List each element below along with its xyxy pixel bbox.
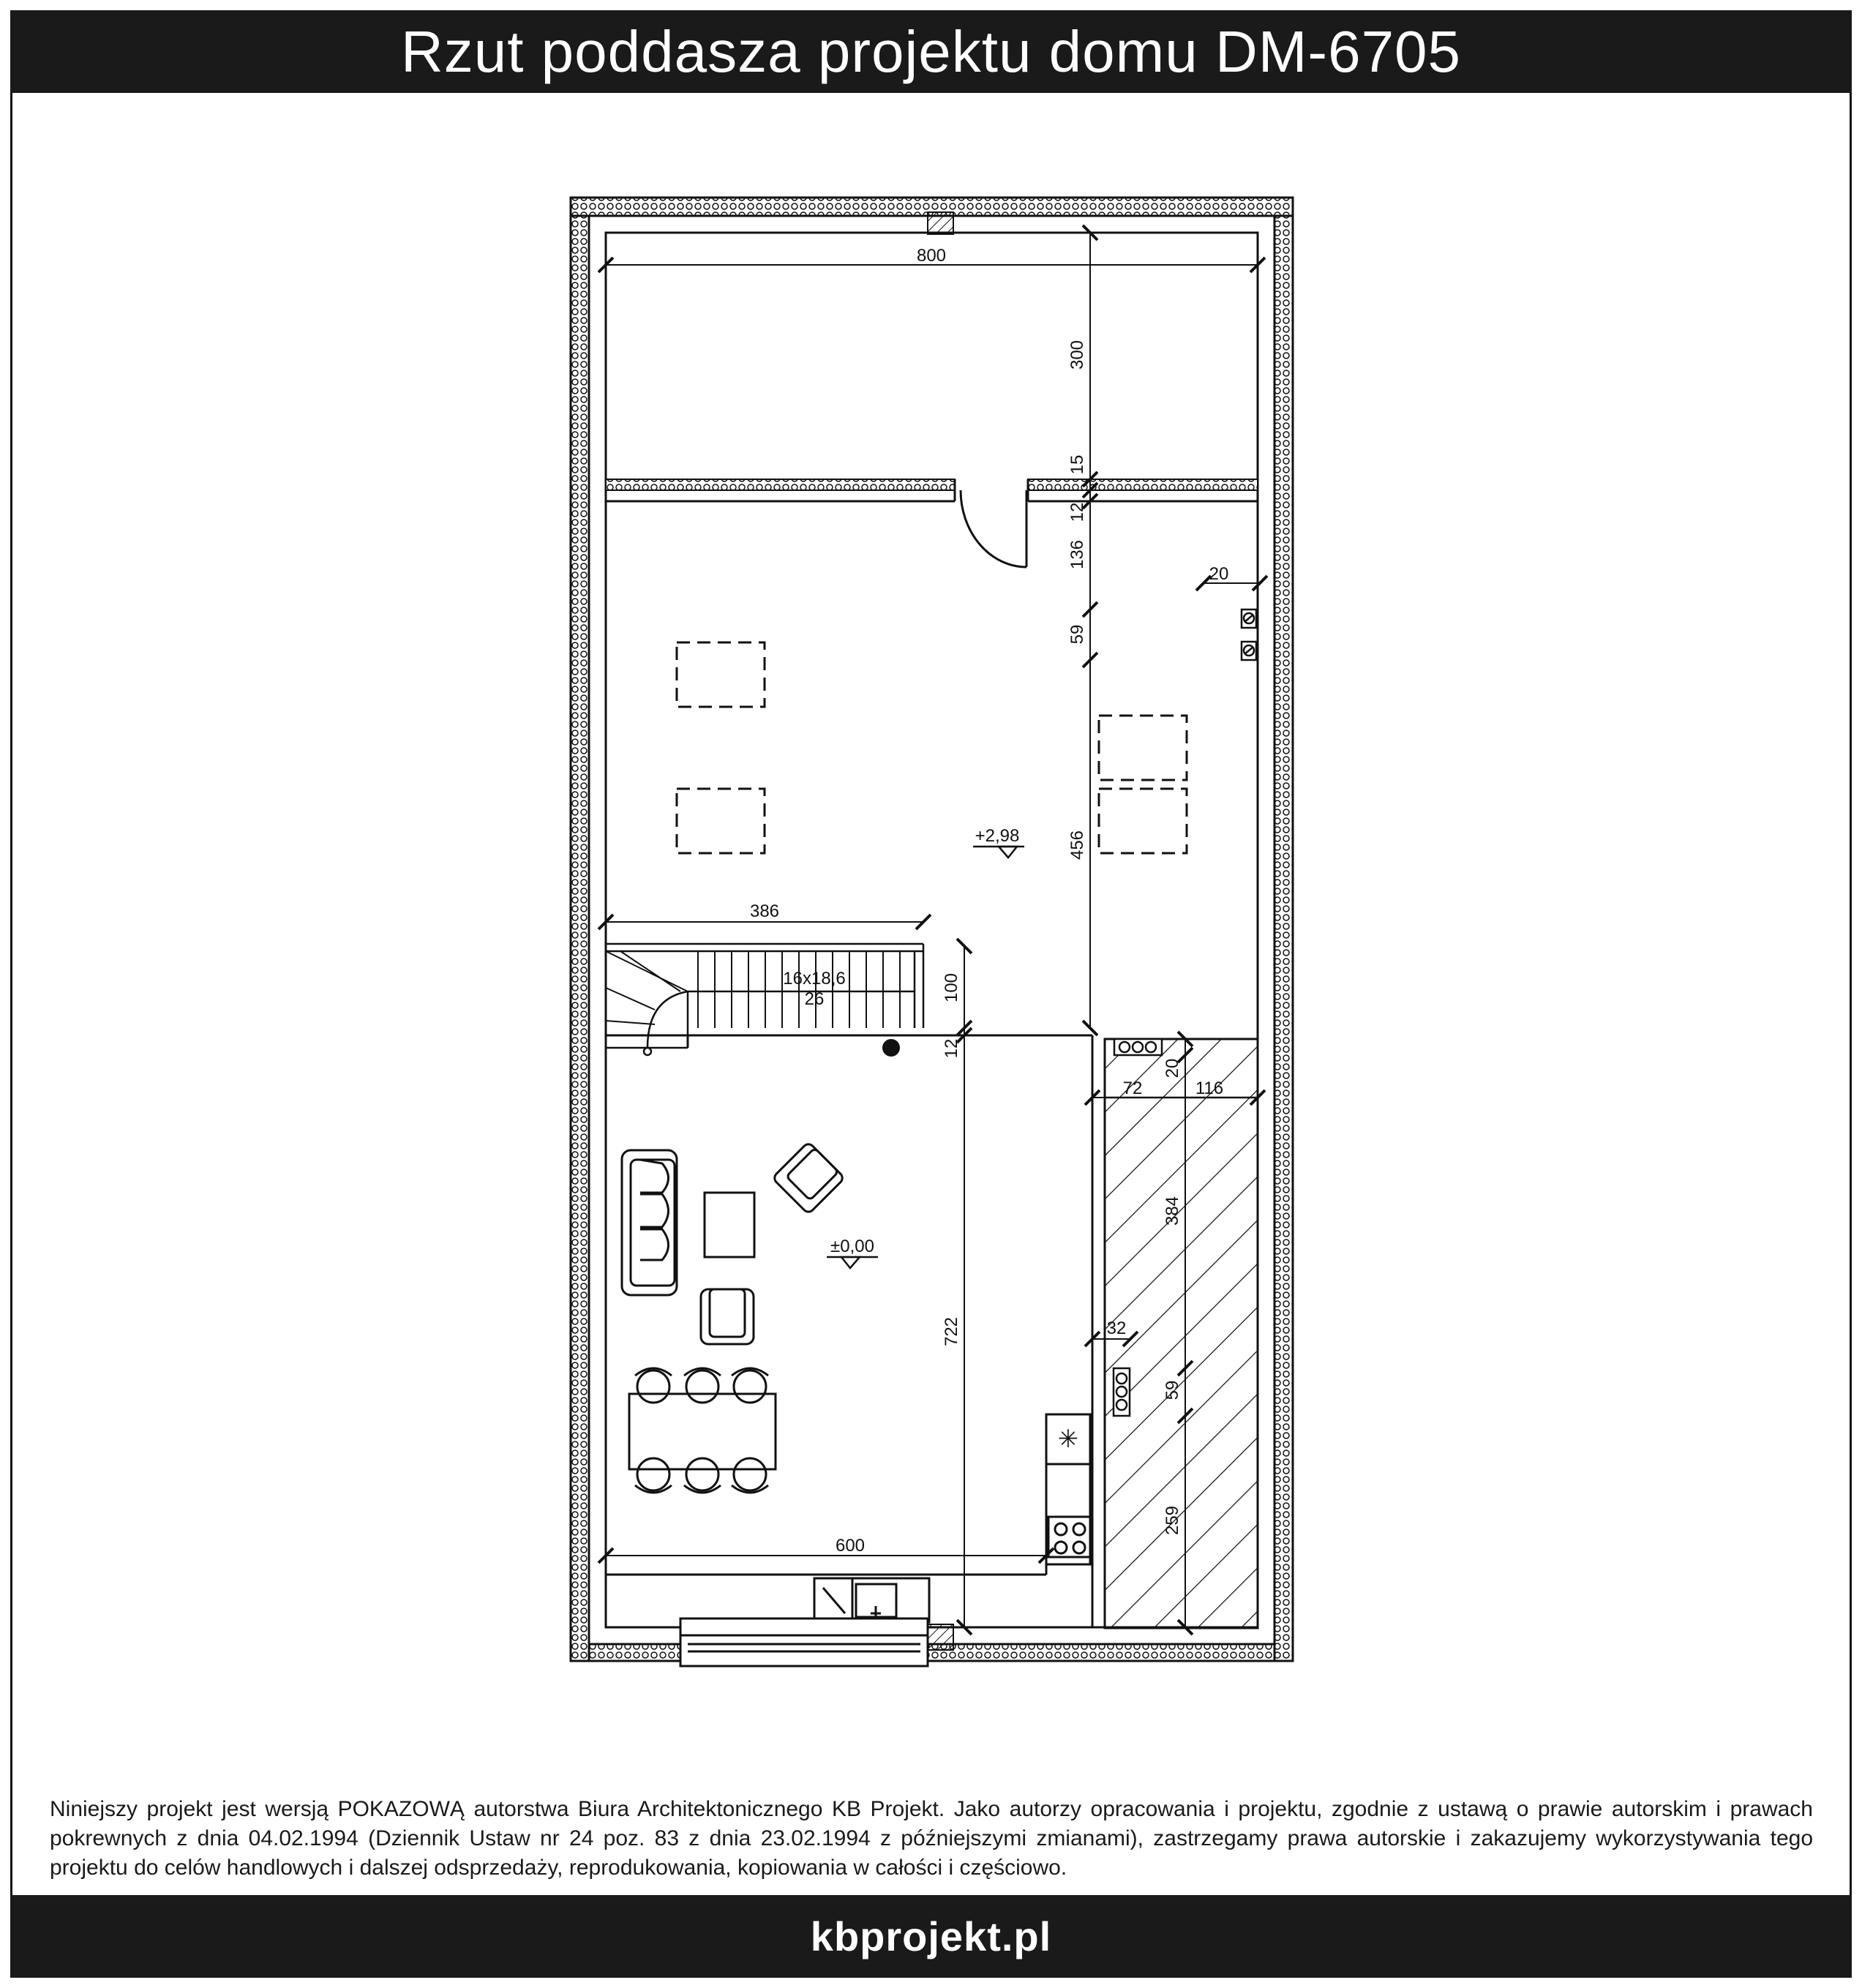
dim-12-top: 12 bbox=[1067, 502, 1087, 522]
level-upper: +2,98 bbox=[975, 826, 1020, 846]
page-title: Rzut poddasza projektu domu DM-6705 bbox=[400, 18, 1462, 84]
dim-20-top: 20 bbox=[1209, 564, 1229, 584]
dim-384: 384 bbox=[1163, 1196, 1182, 1226]
dim-722: 722 bbox=[942, 1316, 961, 1347]
stairs-count: 26 bbox=[804, 989, 825, 1009]
dim-600: 600 bbox=[835, 1536, 866, 1556]
level-lower: ±0,00 bbox=[830, 1237, 874, 1256]
dim-32: 32 bbox=[1106, 1319, 1127, 1338]
dim-12-mid: 12 bbox=[942, 1038, 961, 1059]
dim-116: 116 bbox=[1195, 1079, 1224, 1098]
dim-20-low: 20 bbox=[1163, 1058, 1182, 1079]
footer-bar bbox=[10, 1895, 1852, 1978]
dim-386: 386 bbox=[749, 901, 780, 921]
chimney-top bbox=[928, 212, 953, 234]
dim-100: 100 bbox=[942, 972, 961, 1003]
svg-text:✳: ✳ bbox=[1057, 1425, 1079, 1454]
dim-72: 72 bbox=[1122, 1079, 1143, 1098]
dim-15: 15 bbox=[1067, 454, 1087, 475]
copyright-notice: Niniejszy projekt jest wersją POKAZOWĄ autorstwa Biura Architektonicznego KB Projekt. Jako autorzy opracowania i projektu, zgodnie z ustawą o prawie autorskim i prawach pokrewnych z dnia 04.02.1994 (Dziennik Ustaw nr 24 poz. 83 z dnia 23.02.1994 z późniejszymi zmianami), zastrzegamy prawa autorskie i zakazujemy wykorzystywania tego projektu do celów handlowych i dalszej odsprzedaży, reprodukowania, kopiowania w całości i częściowo. bbox=[50, 1797, 1813, 1880]
brand-url[interactable]: kbprojekt.pl bbox=[810, 1913, 1052, 1959]
dim-width-top: 800 bbox=[916, 246, 947, 266]
dim-456: 456 bbox=[1067, 830, 1087, 860]
window-bottom bbox=[680, 1618, 928, 1666]
dim-59-low: 59 bbox=[1163, 1380, 1182, 1400]
dim-259: 259 bbox=[1163, 1505, 1182, 1536]
dim-136: 136 bbox=[1067, 539, 1087, 570]
column-dot bbox=[882, 1039, 900, 1057]
dim-59-top: 59 bbox=[1067, 624, 1087, 645]
chimney-bottom bbox=[928, 1624, 953, 1650]
stairs-size: 16x18,6 bbox=[783, 969, 846, 989]
hatched-low-space bbox=[1105, 1039, 1258, 1628]
dim-height-top: 300 bbox=[1067, 340, 1087, 370]
